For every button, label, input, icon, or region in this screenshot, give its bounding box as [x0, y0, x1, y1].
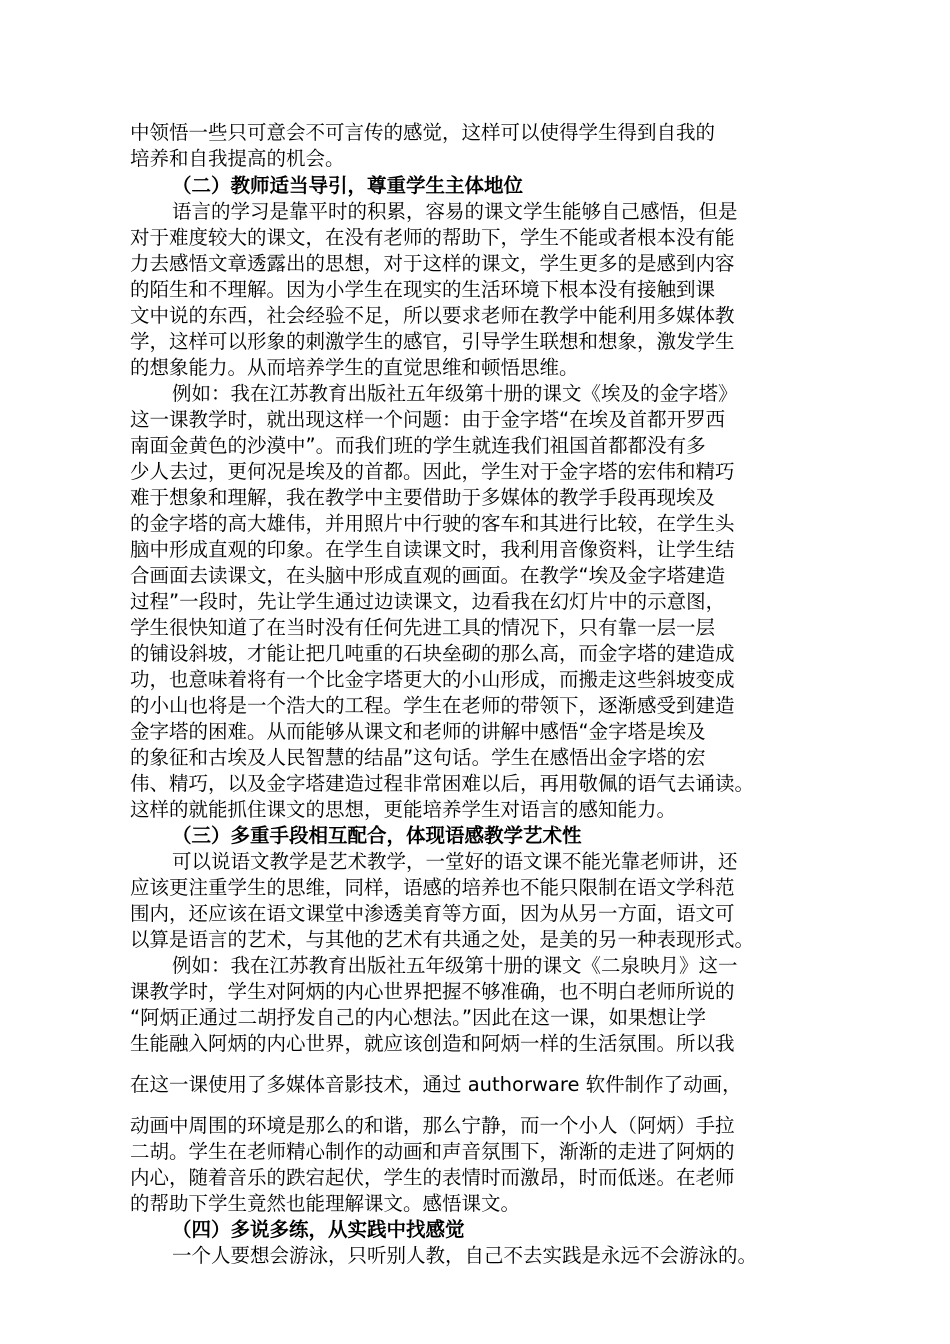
text-line: 这样的就能抓住课文的思想，更能培养学生对语言的感知能力。	[130, 798, 677, 821]
text-line: 在这一课使用了多媒体音影技术，通过 authorware 软件制作了动画，	[130, 1073, 742, 1096]
text-line: 南面金黄色的沙漠中”。而我们班的学生就连我们祖国首都都没有多	[130, 434, 706, 457]
text-line: 培养和自我提高的机会。	[130, 147, 345, 170]
text-line: 文中说的东西，社会经验不足，所以要求老师在教学中能利用多媒体教	[130, 304, 735, 327]
text-line: 少人去过，更何况是埃及的首都。因此，学生对于金字塔的宏伟和精巧	[130, 460, 735, 483]
text-line: 的象征和古埃及人民智慧的结晶”这句话。学生在感悟出金字塔的宏	[130, 746, 706, 769]
text-line: 内心，随着音乐的跌宕起伏，学生的表情时而激昂，时而低迷。在老师	[130, 1166, 735, 1189]
text-line: 学，这样可以形象的刺激学生的感官，引导学生联想和想象，激发学生	[130, 330, 735, 353]
text-line: 过程”一段时，先让学生通过边读课文，边看我在幻灯片中的示意图，	[130, 590, 726, 613]
text-line: “阿炳正通过二胡抒发自己的内心想法。”因此在这一课，如果想让学	[130, 1006, 706, 1029]
section-heading-3: （三）多重手段相互配合，体现语感教学艺术性	[172, 824, 582, 847]
text-line: 对于难度较大的课文，在没有老师的帮助下，学生不能或者根本没有能	[130, 226, 735, 249]
text-line: 语言的学习是靠平时的积累，容易的课文学生能够自己感悟，但是	[172, 200, 738, 223]
text-line: 动画中周围的环境是那么的和谐，那么宁静，而一个小人（阿炳）手拉	[130, 1114, 735, 1137]
section-heading-4: （四）多说多练，从实践中找感觉	[172, 1218, 465, 1241]
text-line: 可以说语文教学是艺术教学，一堂好的语文课不能光靠老师讲，还	[172, 850, 738, 873]
text-line: 功，也意味着将有一个比金字塔更大的小山形成，而搬走这些斜坡变成	[130, 668, 735, 691]
text-line: 学生很快知道了在当时没有任何先进工具的情况下，只有靠一层一层	[130, 616, 716, 639]
text-line: 合画面去读课文，在头脑中形成直观的画面。在教学“埃及金字塔建造	[130, 564, 726, 587]
text-line: 应该更注重学生的思维，同样，语感的培养也不能只限制在语文学科范	[130, 876, 735, 899]
text-line: 力去感悟文章透露出的思想，对于这样的课文，学生更多的是感到内容	[130, 252, 735, 275]
text-line: 例如：我在江苏教育出版社五年级第十册的课文《埃及的金字塔》	[172, 382, 738, 405]
text-line: 的帮助下学生竟然也能理解课文。感悟课文。	[130, 1192, 521, 1215]
text-line: 生能融入阿炳的内心世界，就应该创造和阿炳一样的生活氛围。所以我	[130, 1032, 735, 1055]
text-line: 的想象能力。从而培养学生的直觉思维和顿悟思维。	[130, 356, 579, 379]
text-line: 的陌生和不理解。因为小学生在现实的生活环境下根本没有接触到课	[130, 278, 716, 301]
text-line: 的小山也将是一个浩大的工程。学生在老师的带领下，逐渐感受到建造	[130, 694, 735, 717]
text-line: 例如：我在江苏教育出版社五年级第十册的课文《二泉映月》这一	[172, 954, 738, 977]
text-line: 金字塔的困难。从而能够从课文和老师的讲解中感悟“金字塔是埃及	[130, 720, 706, 743]
text-line: 以算是语言的艺术，与其他的艺术有共通之处，是美的另一种表现形式。	[130, 928, 755, 951]
text-line: 的金字塔的高大雄伟，并用照片中行驶的客车和其进行比较，在学生头	[130, 512, 735, 535]
text-line: 难于想象和理解，我在教学中主要借助于多媒体的教学手段再现埃及	[130, 486, 716, 509]
text-line: 中领悟一些只可意会不可言传的感觉，这样可以使得学生得到自我的	[130, 121, 716, 144]
text-line: 脑中形成直观的印象。在学生自读课文时，我利用音像资料，让学生结	[130, 538, 735, 561]
text-line: 这一课教学时，就出现这样一个问题：由于金字塔“在埃及首都开罗西	[130, 408, 726, 431]
section-heading-2: （二）教师适当导引，尊重学生主体地位	[172, 174, 524, 197]
text-line: 的铺设斜坡，才能让把几吨重的石块垒砌的那么高，而金字塔的建造成	[130, 642, 735, 665]
text-line: 二胡。学生在老师精心制作的动画和声音氛围下，渐渐的走进了阿炳的	[130, 1140, 735, 1163]
text-line: 课教学时，学生对阿炳的内心世界把握不够准确，也不明白老师所说的	[130, 980, 735, 1003]
text-line: 一个人要想会游泳，只听别人教，自己不去实践是永远不会游泳的。	[172, 1244, 758, 1267]
text-line: 围内，还应该在语文课堂中渗透美育等方面，因为从另一方面，语文可	[130, 902, 735, 925]
text-line: 伟、精巧，以及金字塔建造过程非常困难以后，再用敬佩的语气去诵读。	[130, 772, 755, 795]
